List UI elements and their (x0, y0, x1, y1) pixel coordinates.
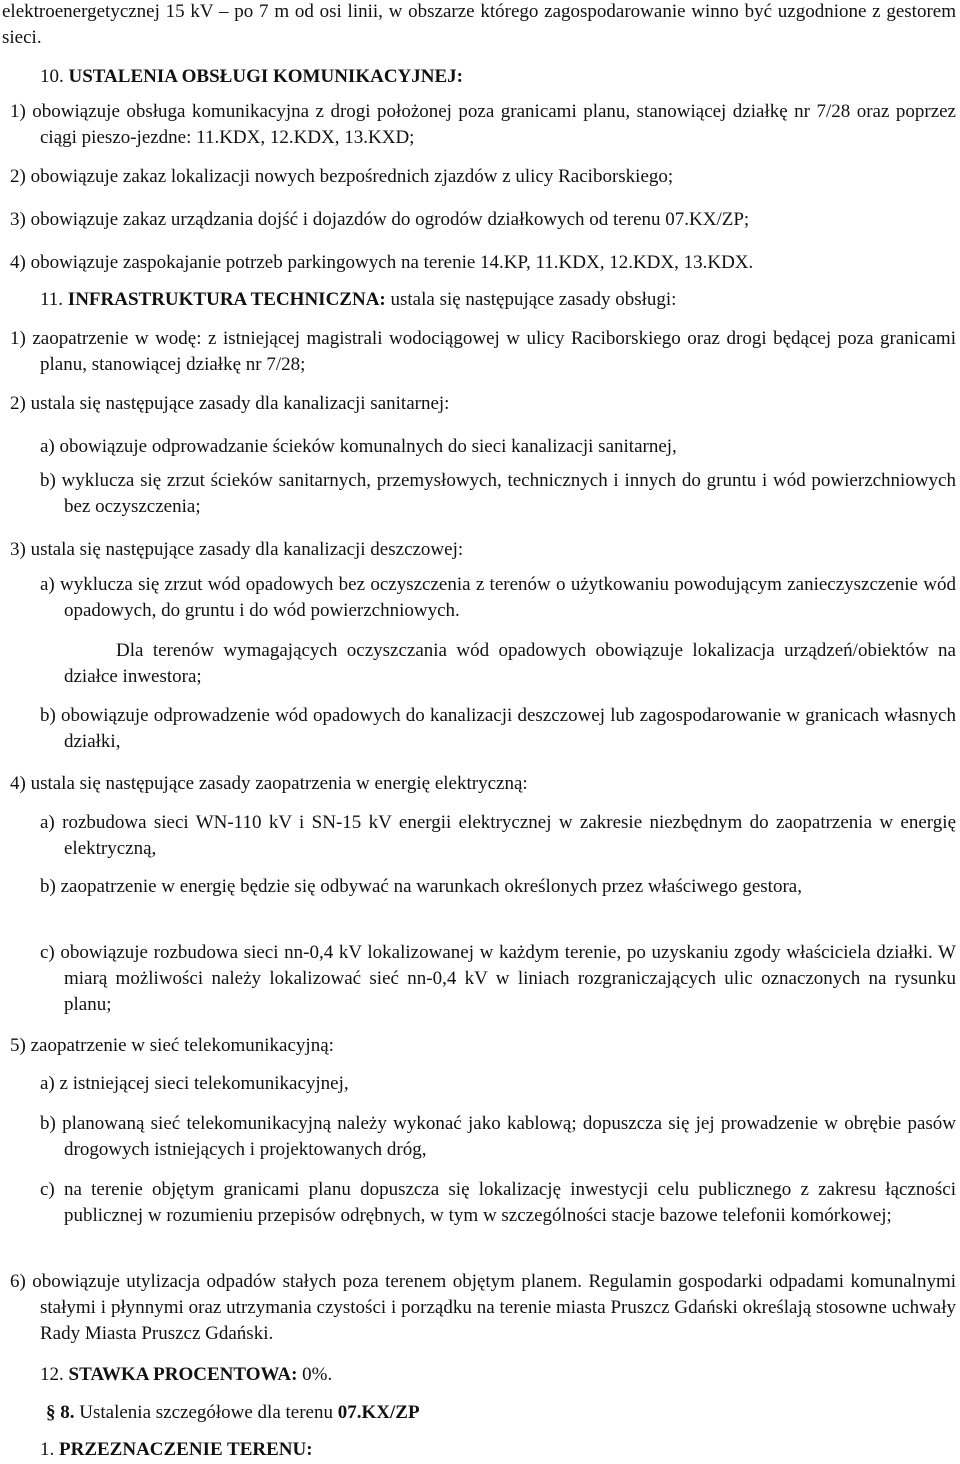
list-item: 4) ustala się następujące zasady zaopatrzenia w energię elektryczną: (10, 773, 528, 794)
list-item: 2) obowiązuje zakaz lokalizacji nowych bezpośrednich zjazdów z ulicy Raciborskiego; (10, 166, 674, 187)
list-item: 1) obowiązuje obsługa komunikacyjna z drogi położonej poza granicami planu, stanowiącej działkę nr 7/28 oraz poprzez ciągi pieszo-jezdne: 11.KDX, 12.KDX, 13.KXD; (10, 101, 956, 148)
list-item: 5) zaopatrzenie w sieć telekomunikacyjną: (10, 1035, 334, 1056)
paragraph-8-heading (46, 1400, 956, 1426)
section-12-heading (40, 1362, 956, 1388)
sub-item: a) wyklucza się zrzut wód opadowych bez oczyszczenia z terenów o użytkowaniu powodującym zanieczyszczenie wód opadowych, do gruntu i do wód powierzchniowych. (40, 574, 956, 621)
terrain-code: 07.KX/ZP (337, 1402, 420, 1423)
sub-item: b) wyklucza się zrzut ścieków sanitarnych, przemysłowych, technicznych i innych do gruntu i wód powierzchniowych bez oczyszczenia; (40, 470, 956, 517)
sub-item: b) planowaną sieć telekomunikacyjną należy wykonać jako kablową; dopuszcza się jej prowadzenie w obrębie pasów drogowych istniejących i projektowanych dróg, (40, 1113, 956, 1160)
list-item: 4) obowiązuje zaspokajanie potrzeb parkingowych na terenie 14.KP, 11.KDX, 12.KDX, 13.KDX. (10, 252, 754, 273)
sub-item: b) obowiązuje odprowadzenie wód opadowych do kanalizacji deszczowej lub zagospodarowanie w granicach własnych działki, (40, 705, 956, 752)
section-10-heading (40, 64, 956, 90)
section-title: STAWKA PROCENTOWA: (68, 1364, 298, 1385)
subsection-1-heading (40, 1437, 956, 1463)
section-title: INFRASTRUKTURA TECHNICZNA: (67, 289, 386, 310)
sub-item: a) z istniejącej sieci telekomunikacyjnej, (40, 1073, 349, 1094)
continued-paragraph: elektroenergetycznej 15 kV – po 7 m od osi linii, w obszarze którego zagospodarowanie winno być uzgodnione z gestorem sieci. (2, 1, 956, 48)
section-number: 10. (40, 66, 64, 87)
list-item: 6) obowiązuje utylizacja odpadów stałych poza terenem objętym planem. Regulamin gospodarki odpadami komunalnymi stałymi i płynnymi oraz utrzymania czystości i porządku na terenie miasta Pruszcz Gdański określają stosowne uchwały Rady Miasta Pruszcz Gdański. (10, 1271, 956, 1344)
list-item: 3) ustala się następujące zasady dla kanalizacji deszczowej: (10, 539, 464, 560)
section-number: 11. (40, 289, 64, 310)
sub-item: c) na terenie objętym granicami planu dopuszcza się lokalizację inwestycji celu publicznego z zakresu łączności publicznej w rozumieniu przepisów odrębnych, w tym w szczególności stacje bazowe telefonii komórkowej; (40, 1179, 956, 1226)
section-intro: ustala się następujące zasady obsługi: (390, 289, 677, 310)
sub-item: c) obowiązuje rozbudowa sieci nn-0,4 kV lokalizowanej w każdym terenie, po uzyskaniu zgody właściciela działki. W miarą możliwości należy lokalizować sieć nn-0,4 kV w liniach rozgraniczających ulic oznaczonych na rysunku planu; (40, 942, 956, 1015)
section-value: 0%. (302, 1364, 333, 1385)
paragraph-mark: § 8. (46, 1402, 75, 1423)
sub-item: a) rozbudowa sieci WN-110 kV i SN-15 kV energii elektrycznej w zakresie niezbędnym do zaopatrzenia w energię elektryczną, (40, 812, 956, 859)
section-title: USTALENIA OBSŁUGI KOMUNIKACYJNEJ: (68, 66, 463, 87)
list-item: 3) obowiązuje zakaz urządzania dojść i dojazdów do ogrodów działkowych od terenu 07.KX/ZP; (10, 209, 750, 230)
list-item: 1) zaopatrzenie w wodę: z istniejącej magistrali wodociągowej w ulicy Raciborskiego oraz drogi będącej poza granicami planu, stanowiącej działkę nr 7/28; (10, 328, 956, 375)
sub-item: b) zaopatrzenie w energię będzie się odbywać na warunkach określonych przez właściwego gestora, (40, 876, 802, 897)
section-number: 12. (40, 1364, 64, 1385)
sub-paragraph: Dla terenów wymagających oczyszczania wód opadowych obowiązuje lokalizacja urządzeń/obiektów na działce inwestora; (64, 640, 956, 687)
paragraph-text: Ustalenia szczegółowe dla terenu (79, 1402, 333, 1423)
subsection-title: PRZEZNACZENIE TERENU: (59, 1439, 313, 1460)
list-item: 2) ustala się następujące zasady dla kanalizacji sanitarnej: (10, 393, 450, 414)
sub-item: a) obowiązuje odprowadzanie ścieków komunalnych do sieci kanalizacji sanitarnej, (40, 436, 677, 457)
section-11-heading (40, 287, 956, 313)
subsection-number: 1. (40, 1439, 55, 1460)
